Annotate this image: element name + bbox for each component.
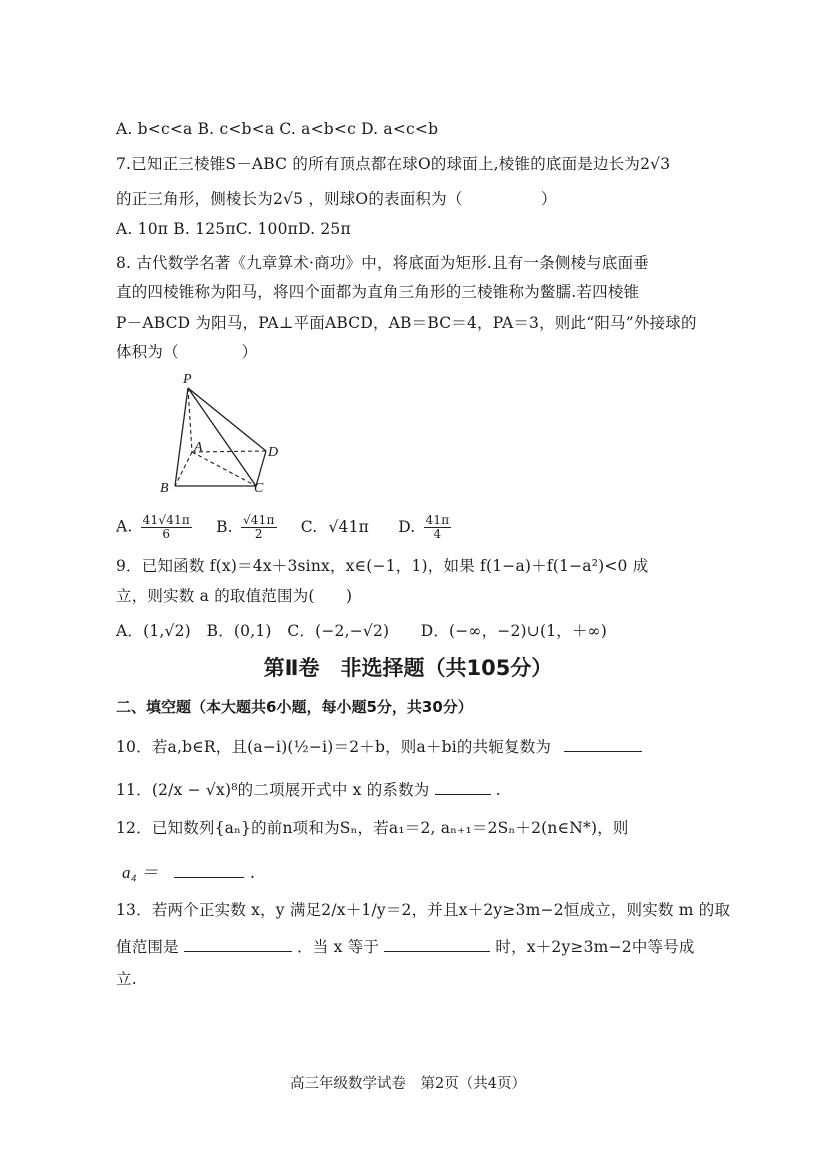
q8-line4: 体积为（ ） [116,343,258,361]
q8-opt-a-label: A. [116,517,133,536]
pyramid-figure [150,368,300,498]
q11-suffix: . [495,781,501,799]
section-subtitle: 二、填空题（本大题共6小题，每小题5分，共30分） [116,698,473,716]
q8-opt-d-label: D. [398,517,416,536]
q13-text-a: 值范围是 [116,938,179,956]
q9-line2: 立，则实数 a 的取值范围为( ) [116,587,353,605]
label-b: B [160,481,169,496]
q8-opt-b-den: 2 [254,527,263,541]
q8-line3: P－ABCD 为阳马，PA⊥平面ABCD，AB＝BC＝4，PA＝3，则此“阳马”外接球的 [116,314,697,332]
q8-opt-d-den: 4 [433,527,442,541]
q8-opt-a-num: 41√41π [142,513,190,527]
edge-ad [192,451,266,452]
q8-opt-a-frac [141,514,192,541]
q13-line2 [116,935,695,957]
edge-ac [192,452,256,486]
edge-pa [188,388,192,452]
q10-text: 10．若a,b∈R，且(a−i)(½−i)＝2＋b，则a＋bi的共轭复数为 [116,738,552,756]
q9-line1: 9．已知函数 f(x)＝4x＋3sinx，x∈(−1，1)，如果 f(1−a)＋f(1−a²)<0 成 [116,557,649,575]
q11-answer-blank[interactable] [435,794,491,795]
q11-text: 11．(2/x − √x)⁸的二项展开式中 x 的系数为 [116,781,430,799]
q13-text-b: ．当 x 等于 [297,938,380,956]
q10-answer-blank[interactable] [564,751,642,752]
q6-options: A. b<c<a B. c<b<a C. a<b<c D. a<c<b [116,120,439,138]
q13-answer-blank-2[interactable] [384,951,490,952]
q8-line1: 8. 古代数学名著《九章算术·商功》中，将底面为矩形.且有一条侧棱与底面垂 [116,254,649,272]
q8-opt-c-label: C. [300,517,318,536]
q12-a4-label: a₄ ＝ [122,863,159,882]
q9-options: A．(1,√2) B．(0,1) C．(−2,−√2) D．(−∞，−2)∪(1，＋∞) [116,622,608,640]
q8-opt-a-den: 6 [162,527,171,541]
q7-line2: 的正三角形，侧棱长为2√5 ，则球O的表面积为（ ） [116,190,557,208]
q12-suffix: . [249,863,256,883]
section-title: 第Ⅱ卷 非选择题（共105分） [263,656,553,680]
q10 [116,735,642,757]
q7-options: A. 10π B. 125πC. 100πD. 25π [116,220,351,238]
q13-line1: 13．若两个正实数 x，y 满足2/x＋1/y＝2，并且x＋2y≥3m−2恒成立，则实数 m 的取 [116,901,731,919]
q8-options [116,514,454,541]
label-c: C [254,481,264,496]
q8-opt-d-num: 41π [425,513,450,527]
q12-line1: 12．已知数列{aₙ}的前n项和为Sₙ，若a₁＝2, aₙ₊₁＝2Sₙ＋2(n∈N*)，则 [116,819,629,837]
q13-text-c: 时，x＋2y≥3m−2中等号成 [495,938,695,956]
label-d: D [268,445,279,460]
q8-line2: 直的四棱锥称为阳马，将四个面都为直角三角形的三棱锥称为鳖臑.若四棱锥 [116,283,640,301]
q8-opt-b-label: B. [216,517,233,536]
edge-pb [175,388,188,486]
q12-line2 [122,858,255,883]
q8-opt-b-frac [241,514,277,541]
q13-line3: 立. [116,970,137,988]
q12-answer-blank[interactable] [174,877,244,878]
edge-pc [188,388,256,486]
q11 [116,778,501,800]
q8-opt-c-val: √41π [328,517,370,536]
q13-answer-blank-1[interactable] [184,951,292,952]
q7-line1: 7.已知正三棱锥S－ABC 的所有顶点都在球O的球面上,棱锥的底面是边长为2√3 [116,155,671,173]
q8-opt-d-frac [424,514,452,541]
label-p: P [183,372,192,387]
label-a: A [194,440,203,455]
page-footer: 高三年级数学试卷 第2页（共4页） [290,1076,526,1092]
q8-opt-b-num: √41π [242,513,275,527]
